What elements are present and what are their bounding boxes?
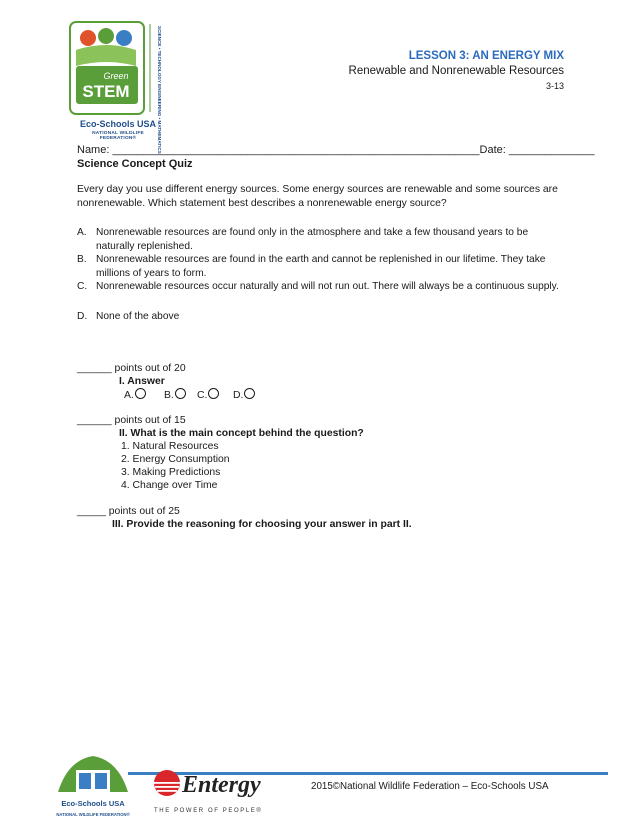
option-letter: D. (77, 311, 88, 322)
answer-bubble-icon[interactable] (208, 388, 219, 399)
option-a (77, 226, 577, 254)
answer-bubble-icon[interactable] (175, 388, 186, 399)
choice-label: B. (164, 390, 174, 401)
lesson-title: LESSON 3: AN ENERGY MIX (408, 50, 564, 62)
option-d (77, 310, 577, 324)
option-c (77, 280, 577, 308)
part3-points[interactable]: _____ points out of 25 (77, 506, 180, 517)
lesson-subtitle: Renewable and Nonrenewable Resources (348, 65, 564, 77)
nwf-logo-text: NATIONAL WILDLIFE FEDERATION® (92, 131, 144, 141)
concept-item: 2. Energy Consumption (121, 454, 230, 465)
eco-footer-org: NATIONAL WILDLIFE FEDERATION® (56, 812, 130, 817)
entergy-tagline: THE POWER OF PEOPLE® (154, 808, 263, 814)
entergy-logo (150, 762, 310, 822)
stem-side-text: SCIENCE • TECHNOLOGY ENGINEERING • MATHEMATICS (157, 26, 162, 154)
part1-heading: I. Answer (119, 376, 165, 387)
question-text: Every day you use different energy sources. Some energy sources are renewable and some sources are nonrenewable. Which statement best describes a nonrenewable energy source? (77, 184, 558, 209)
part2-points[interactable]: ______ points out of 15 (77, 415, 186, 426)
option-letter: A. (77, 227, 87, 238)
eco-schools-logo-text: Eco-Schools USA (79, 119, 156, 129)
svg-text:Green: Green (103, 71, 129, 81)
footer-copyright: 2015©National Wildlife Federation – Eco-Schools USA (311, 781, 549, 792)
answer-choice-c[interactable] (197, 388, 219, 401)
answer-bubble-icon[interactable] (244, 388, 255, 399)
concept-item: 3. Making Predictions (121, 467, 221, 478)
name-date-line[interactable]: Name: ____________________________________________________________Date: ______________ (77, 144, 595, 156)
choice-label: A. (124, 390, 134, 401)
part1-points[interactable]: ______ points out of 20 (77, 363, 186, 374)
option-text: None of the above (96, 311, 180, 322)
option-b (77, 253, 577, 281)
svg-text:STEM: STEM (82, 82, 130, 101)
answer-choice-b[interactable] (164, 388, 186, 401)
concept-item: 1. Natural Resources (121, 441, 219, 452)
option-text: Nonrenewable resources are found only in the atmosphere and take a few thousand years to be naturally replenished. (96, 227, 529, 252)
green-stem-logo (66, 20, 176, 154)
answer-choice-d[interactable] (233, 388, 255, 401)
part3-heading: III. Provide the reasoning for choosing your answer in part II. (112, 519, 412, 530)
eco-schools-tree-icon (48, 752, 138, 798)
choice-label: C. (197, 390, 208, 401)
option-text: Nonrenewable resources are found in the earth and cannot be replenished in our lifetime. They take millions of years to form. (96, 254, 546, 279)
answer-bubble-icon[interactable] (135, 388, 146, 399)
option-letter: C. (77, 281, 88, 292)
quiz-title: Science Concept Quiz (77, 158, 193, 170)
entergy-wordmark: Entergy (182, 772, 261, 798)
option-letter: B. (77, 254, 87, 265)
page-number: 3-13 (545, 81, 564, 91)
entergy-sun-icon (152, 768, 182, 798)
concept-item: 4. Change over Time (121, 480, 218, 491)
part2-heading: II. What is the main concept behind the question? (119, 428, 364, 439)
choice-label: D. (233, 390, 244, 401)
option-text: Nonrenewable resources occur naturally and will not run out. There will always be a continuous supply. (96, 281, 559, 292)
answer-choice-a[interactable] (124, 388, 146, 401)
eco-schools-footer-logo (48, 752, 138, 822)
eco-footer-name: Eco-Schools USA (61, 799, 125, 808)
